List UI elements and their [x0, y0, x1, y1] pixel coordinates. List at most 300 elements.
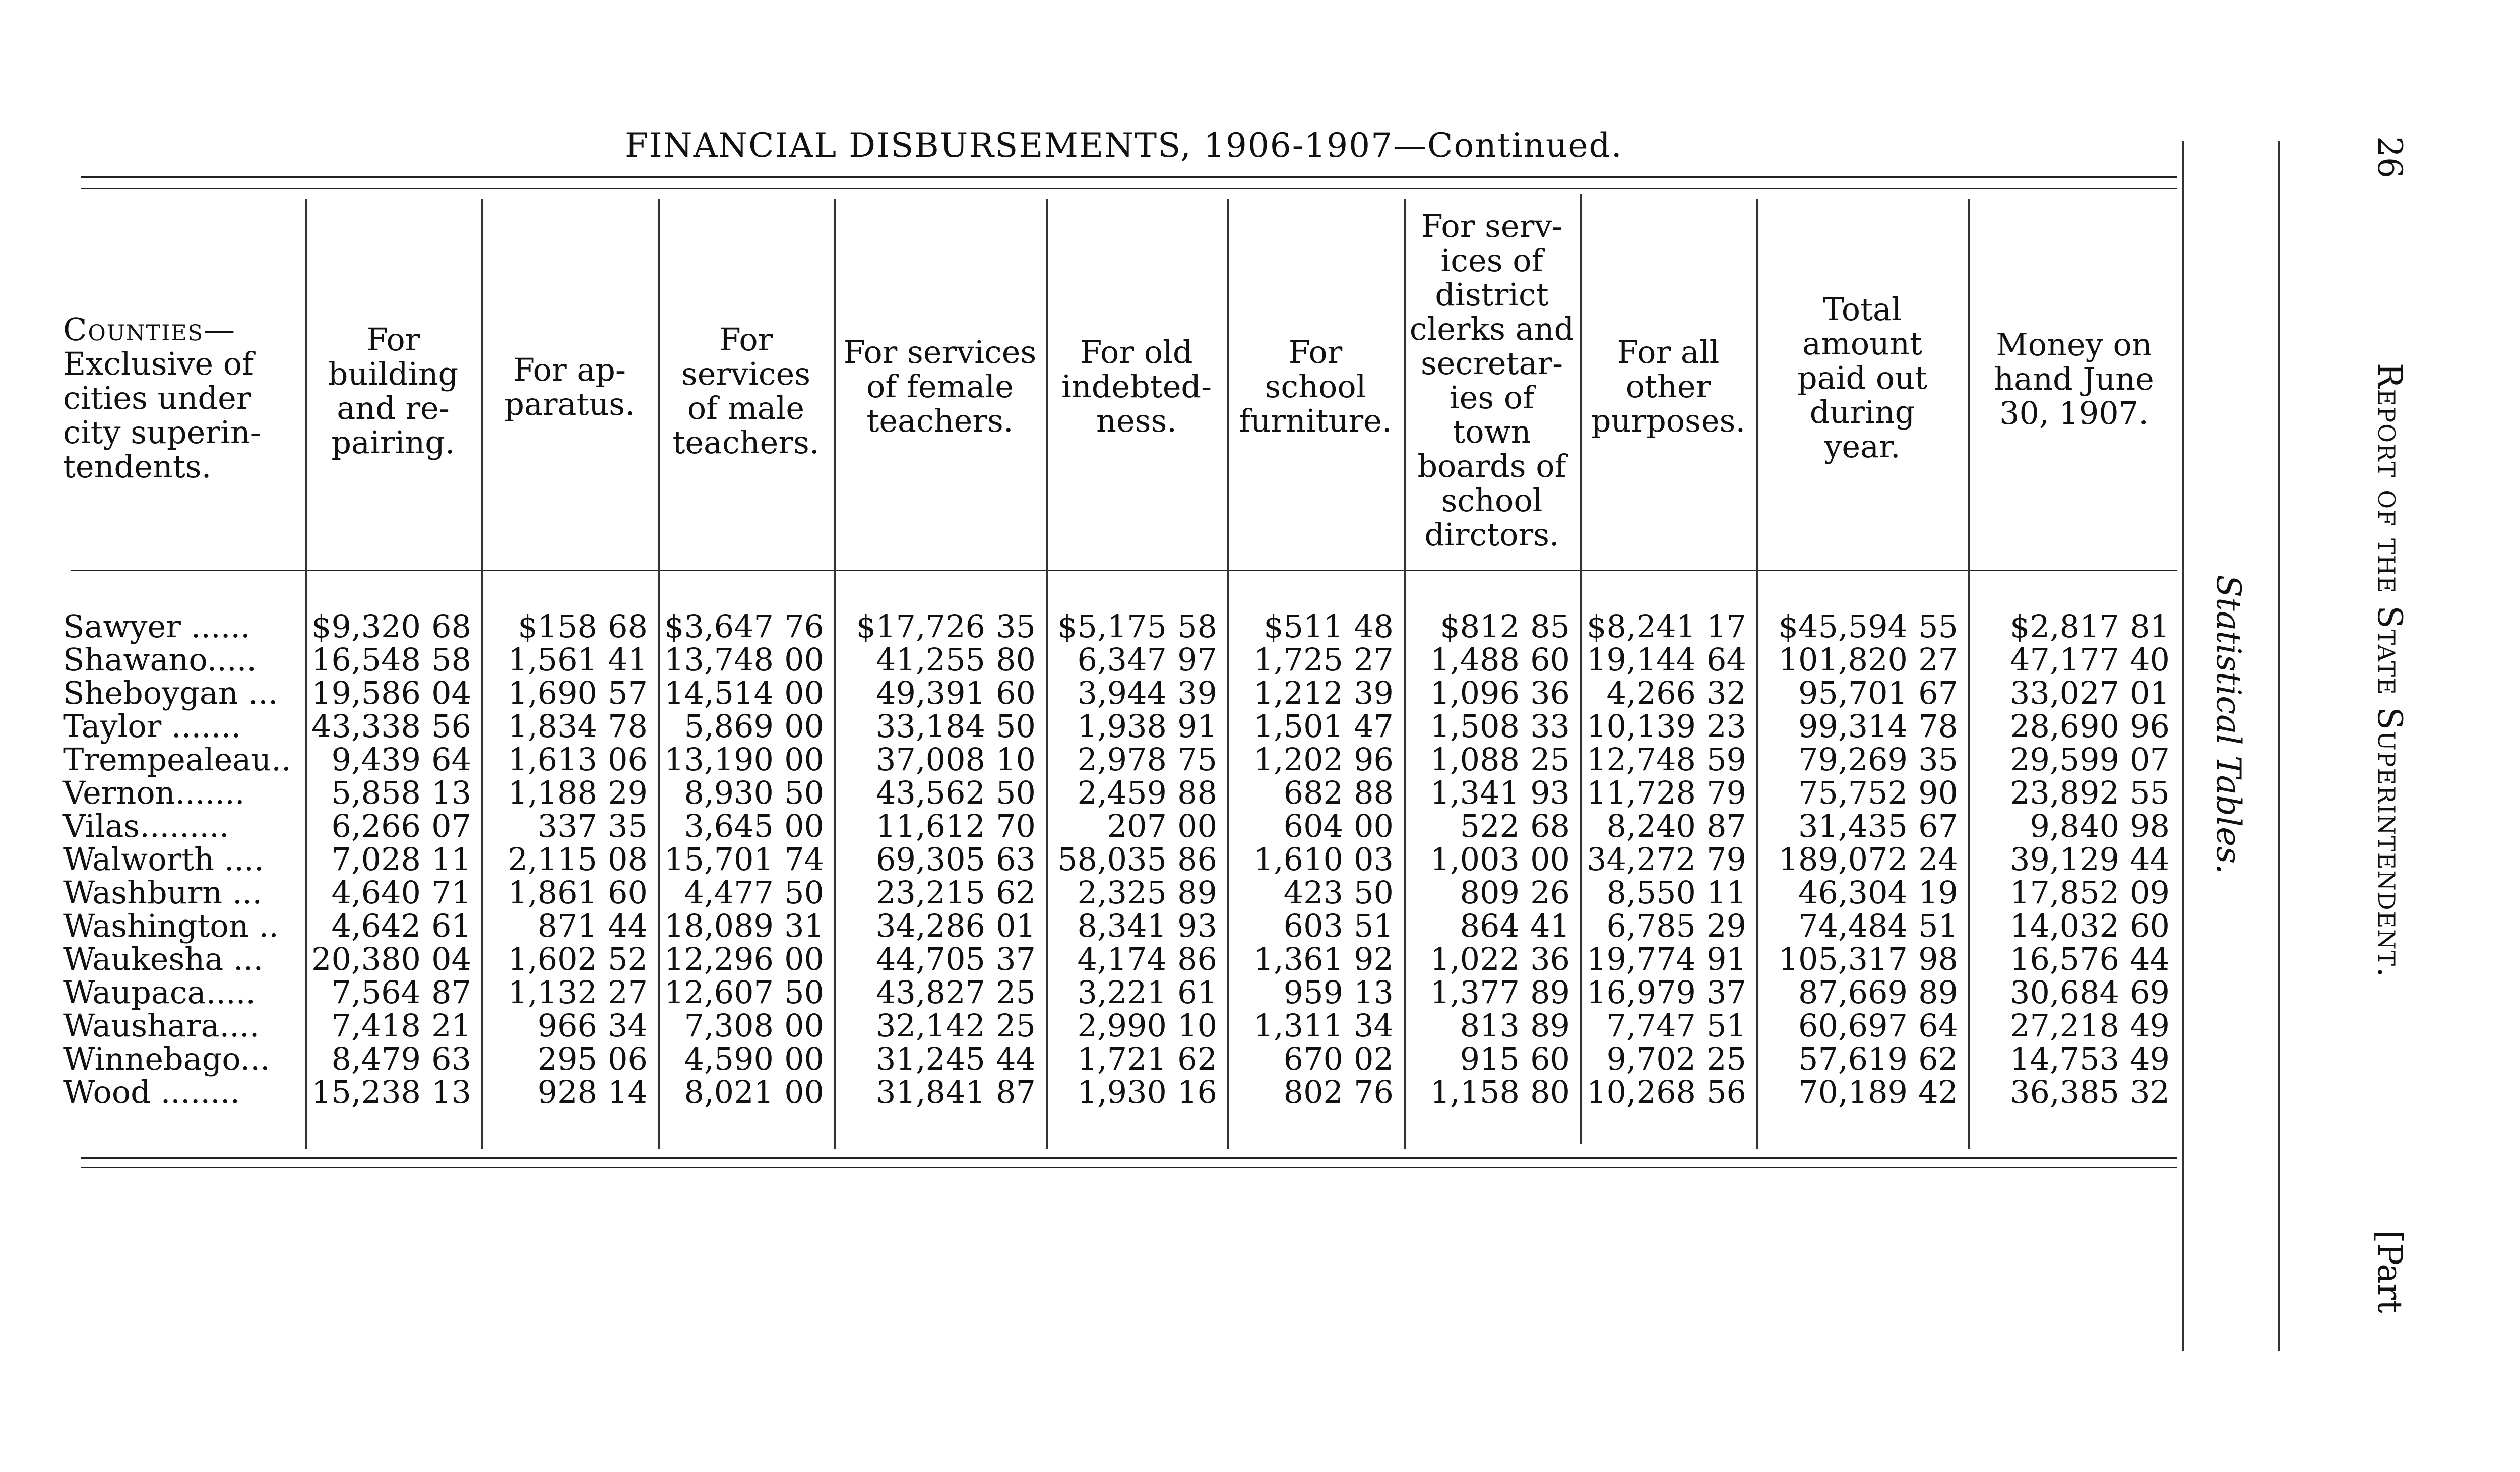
amount-dollars: 19,144	[1587, 641, 1696, 678]
amount-dollars: 813	[1460, 1007, 1520, 1044]
amount-cents: 00	[1530, 841, 1570, 878]
amount-cents: 61	[431, 907, 471, 944]
amount-dollars: 69,305	[876, 841, 985, 878]
amount-dollars: 9,439	[331, 741, 421, 778]
amount-cents: 92	[1354, 941, 1394, 977]
amount-cents: 78	[1918, 708, 1958, 745]
amount-dollars: 4,590	[684, 1040, 774, 1077]
amount-cents: 91	[1707, 941, 1746, 977]
amount-dollars: 1,690	[508, 674, 597, 711]
amount-dollars: 1,158	[1430, 1074, 1520, 1111]
header-building: For building and re- pairing.	[328, 321, 459, 461]
amount-cents: 64	[1918, 1007, 1958, 1044]
county-name: Washington ..	[63, 907, 279, 944]
amount-dollars: 8,930	[684, 774, 774, 811]
amount-dollars: 70,189	[1798, 1074, 1908, 1111]
amount-cents: 35	[1918, 741, 1958, 778]
amount-cents: 35	[608, 808, 648, 844]
side-part: [Part	[2370, 1230, 2409, 1313]
amount-dollars: $2,817	[2010, 608, 2119, 645]
amount-dollars: 31,245	[876, 1040, 985, 1077]
amount-dollars: 41,255	[876, 641, 985, 678]
amount-dollars: 18,089	[664, 907, 774, 944]
amount-cents: 25	[996, 974, 1036, 1011]
amount-dollars: 1,096	[1430, 674, 1520, 711]
amount-cents: 56	[1707, 1074, 1746, 1111]
amount-dollars: 2,978	[1077, 741, 1167, 778]
amount-cents: 25	[1707, 1040, 1746, 1077]
amount-cents: 25	[1530, 741, 1570, 778]
amount-dollars: 15,238	[311, 1074, 421, 1111]
top-rule-thin	[81, 188, 2177, 189]
amount-cents: 37	[1707, 974, 1746, 1011]
amount-cents: 89	[1530, 974, 1570, 1011]
county-name: Vernon.......	[63, 774, 245, 811]
amount-dollars: 9,702	[1606, 1040, 1696, 1077]
amount-dollars: 4,642	[331, 907, 421, 944]
amount-dollars: 1,202	[1253, 741, 1343, 778]
county-name: Sheboygan ...	[63, 674, 278, 711]
amount-cents: 64	[431, 741, 471, 778]
amount-cents: 93	[1177, 907, 1217, 944]
county-name: Trempealeau..	[63, 741, 291, 778]
table-row	[0, 974, 2170, 1011]
amount-dollars: 8,021	[684, 1074, 774, 1111]
amount-cents: 74	[784, 841, 824, 878]
amount-cents: 00	[784, 641, 824, 678]
table-row	[0, 1074, 2170, 1111]
amount-dollars: 1,341	[1430, 774, 1520, 811]
county-name: Winnebago...	[63, 1040, 270, 1077]
amount-cents: 57	[608, 674, 648, 711]
amount-dollars: 19,774	[1587, 941, 1696, 977]
amount-dollars: 31,841	[876, 1074, 985, 1111]
amount-dollars: 1,377	[1430, 974, 1520, 1011]
amount-cents: 51	[1918, 907, 1958, 944]
amount-cents: 63	[431, 1040, 471, 1077]
amount-cents: 64	[1707, 641, 1746, 678]
amount-cents: 33	[1530, 708, 1570, 745]
table-row	[0, 641, 2170, 678]
amount-cents: 62	[996, 874, 1036, 911]
amount-cents: 21	[431, 1007, 471, 1044]
amount-cents: 87	[431, 974, 471, 1011]
amount-dollars: 1,132	[508, 974, 597, 1011]
amount-dollars: 8,341	[1077, 907, 1167, 944]
amount-cents: 56	[431, 708, 471, 745]
amount-dollars: 6,347	[1077, 641, 1167, 678]
amount-dollars: 12,607	[664, 974, 774, 1011]
amount-dollars: 32,142	[876, 1007, 985, 1044]
amount-dollars: 34,286	[876, 907, 985, 944]
amount-cents: 71	[431, 874, 471, 911]
amount-dollars: 7,418	[331, 1007, 421, 1044]
amount-cents: 04	[431, 941, 471, 977]
amount-cents: 87	[1707, 808, 1746, 844]
amount-cents: 23	[1707, 708, 1746, 745]
amount-dollars: 28,690	[2010, 708, 2119, 745]
amount-cents: 02	[1354, 1040, 1394, 1077]
county-name: Washburn ...	[63, 874, 263, 911]
amount-cents: 88	[1177, 774, 1217, 811]
amount-cents: 00	[1354, 808, 1394, 844]
amount-cents: 34	[1354, 1007, 1394, 1044]
amount-cents: 88	[1354, 774, 1394, 811]
amount-dollars: 75,752	[1798, 774, 1908, 811]
amount-dollars: 7,308	[684, 1007, 774, 1044]
amount-cents: 00	[784, 741, 824, 778]
county-name: Wood ........	[63, 1074, 240, 1111]
amount-cents: 98	[1918, 941, 1958, 977]
amount-dollars: 43,827	[876, 974, 985, 1011]
amount-cents: 00	[784, 1040, 824, 1077]
amount-dollars: $9,320	[311, 608, 421, 645]
amount-cents: 85	[1530, 608, 1570, 645]
amount-cents: 86	[1177, 941, 1217, 977]
amount-cents: 50	[996, 774, 1036, 811]
amount-dollars: 1,861	[508, 874, 597, 911]
amount-cents: 01	[996, 907, 1036, 944]
amount-dollars: 79,269	[1798, 741, 1908, 778]
amount-cents: 32	[1707, 674, 1746, 711]
amount-dollars: 928	[537, 1074, 597, 1111]
amount-cents: 50	[784, 774, 824, 811]
header-clerks: For serv- ices of district clerks and secretar- ies of town boards of school dirctors.	[1409, 208, 1574, 553]
amount-cents: 67	[1918, 808, 1958, 844]
amount-cents: 35	[996, 608, 1036, 645]
amount-cents: 41	[1530, 907, 1570, 944]
header-old-indebtedness: For old indebted- ness.	[1061, 334, 1212, 439]
amount-dollars: 1,725	[1253, 641, 1343, 678]
amount-dollars: 29,599	[2010, 741, 2119, 778]
side-running-head: Report of the State Superintendent.	[2370, 363, 2409, 979]
amount-dollars: 8,550	[1606, 874, 1696, 911]
amount-cents: 29	[1707, 907, 1746, 944]
amount-cents: 76	[784, 608, 824, 645]
amount-cents: 34	[608, 1007, 648, 1044]
amount-dollars: 189,072	[1778, 841, 1908, 878]
table-row	[0, 907, 2170, 944]
amount-dollars: 16,548	[311, 641, 421, 678]
amount-dollars: 20,380	[311, 941, 421, 977]
amount-cents: 59	[1707, 741, 1746, 778]
amount-dollars: 959	[1283, 974, 1343, 1011]
amount-cents: 27	[1354, 641, 1394, 678]
header-male-teachers: For services of male teachers.	[672, 321, 820, 461]
county-name: Waushara....	[63, 1007, 260, 1044]
amount-cents: 09	[2130, 874, 2170, 911]
amount-cents: 48	[1354, 608, 1394, 645]
amount-dollars: 47,177	[2010, 641, 2119, 678]
amount-dollars: 3,944	[1077, 674, 1167, 711]
amount-dollars: 13,748	[664, 641, 774, 678]
amount-cents: 27	[1918, 641, 1958, 678]
amount-cents: 31	[784, 907, 824, 944]
amount-dollars: 99,314	[1798, 708, 1908, 745]
amount-dollars: $158	[518, 608, 597, 645]
amount-cents: 63	[996, 841, 1036, 878]
amount-dollars: 57,619	[1798, 1040, 1908, 1077]
amount-dollars: 14,032	[2010, 907, 2119, 944]
amount-cents: 39	[1354, 674, 1394, 711]
amount-cents: 98	[2130, 808, 2170, 844]
amount-dollars: 2,990	[1077, 1007, 1167, 1044]
page-margin-line	[2278, 141, 2280, 1351]
table-row	[0, 808, 2170, 844]
table-row	[0, 674, 2170, 711]
amount-cents: 01	[2130, 674, 2170, 711]
amount-cents: 60	[1530, 641, 1570, 678]
amount-dollars: 1,930	[1077, 1074, 1167, 1111]
amount-cents: 13	[431, 1074, 471, 1111]
side-page-number: 26	[2370, 136, 2409, 178]
amount-cents: 37	[996, 941, 1036, 977]
amount-cents: 44	[2130, 941, 2170, 977]
amount-cents: 50	[996, 708, 1036, 745]
amount-dollars: 7,564	[331, 974, 421, 1011]
amount-cents: 62	[1918, 1040, 1958, 1077]
side-section: Statistical Tables.	[2209, 575, 2248, 875]
amount-cents: 93	[1530, 774, 1570, 811]
amount-dollars: 423	[1283, 874, 1343, 911]
amount-cents: 44	[2130, 841, 2170, 878]
amount-dollars: $17,726	[856, 608, 985, 645]
amount-dollars: $8,241	[1587, 608, 1696, 645]
amount-dollars: 1,508	[1430, 708, 1520, 745]
amount-cents: 40	[2130, 641, 2170, 678]
amount-cents: 00	[784, 941, 824, 977]
bottom-rule-thin	[81, 1167, 2177, 1168]
amount-cents: 75	[1177, 741, 1217, 778]
amount-dollars: 2,115	[508, 841, 597, 878]
amount-cents: 49	[2130, 1007, 2170, 1044]
amount-dollars: 33,027	[2010, 674, 2119, 711]
amount-cents: 89	[1918, 974, 1958, 1011]
county-name: Waukesha ...	[63, 941, 264, 977]
amount-cents: 04	[431, 674, 471, 711]
amount-cents: 50	[784, 974, 824, 1011]
amount-cents: 51	[1354, 907, 1394, 944]
table-row	[0, 841, 2170, 878]
amount-dollars: 207	[1107, 808, 1167, 844]
header-other-purposes: For all other purposes.	[1591, 334, 1746, 439]
amount-dollars: 58,035	[1057, 841, 1167, 878]
amount-cents: 69	[2130, 974, 2170, 1011]
amount-cents: 89	[1530, 1007, 1570, 1044]
amount-dollars: 14,753	[2010, 1040, 2119, 1077]
table-row	[0, 941, 2170, 977]
amount-dollars: 915	[1460, 1040, 1520, 1077]
amount-dollars: 10,139	[1587, 708, 1696, 745]
amount-cents: 07	[431, 808, 471, 844]
amount-cents: 47	[1354, 708, 1394, 745]
amount-cents: 19	[1918, 874, 1958, 911]
amount-dollars: 31,435	[1798, 808, 1908, 844]
amount-cents: 29	[608, 774, 648, 811]
amount-cents: 89	[1177, 874, 1217, 911]
amount-dollars: 1,488	[1430, 641, 1520, 678]
amount-cents: 27	[608, 974, 648, 1011]
amount-dollars: 1,602	[508, 941, 597, 977]
amount-cents: 11	[431, 841, 471, 878]
amount-dollars: 7,747	[1606, 1007, 1696, 1044]
amount-dollars: 37,008	[876, 741, 985, 778]
amount-dollars: 101,820	[1778, 641, 1908, 678]
amount-dollars: 8,240	[1606, 808, 1696, 844]
amount-cents: 13	[431, 774, 471, 811]
amount-cents: 60	[2130, 907, 2170, 944]
amount-dollars: 6,266	[331, 808, 421, 844]
amount-dollars: 966	[537, 1007, 597, 1044]
amount-cents: 87	[996, 1074, 1036, 1111]
amount-dollars: 33,184	[876, 708, 985, 745]
amount-cents: 60	[608, 874, 648, 911]
amount-cents: 39	[1177, 674, 1217, 711]
amount-dollars: $812	[1440, 608, 1520, 645]
amount-dollars: 1,311	[1253, 1007, 1343, 1044]
amount-dollars: 8,479	[331, 1040, 421, 1077]
amount-dollars: 14,514	[664, 674, 774, 711]
county-name: Waupaca.....	[63, 974, 256, 1011]
page-title: FINANCIAL DISBURSEMENTS, 1906-1907—Continued.	[625, 126, 1623, 165]
amount-cents: 03	[1354, 841, 1394, 878]
amount-cents: 62	[1177, 1040, 1217, 1077]
amount-dollars: 60,697	[1798, 1007, 1908, 1044]
amount-cents: 14	[608, 1074, 648, 1111]
amount-dollars: 1,022	[1430, 941, 1520, 977]
amount-cents: 44	[996, 1040, 1036, 1077]
amount-dollars: $45,594	[1778, 608, 1908, 645]
amount-cents: 06	[608, 1040, 648, 1077]
amount-dollars: 1,938	[1077, 708, 1167, 745]
amount-dollars: 6,785	[1606, 907, 1696, 944]
amount-cents: 90	[1918, 774, 1958, 811]
county-name: Vilas.........	[63, 808, 229, 844]
amount-cents: 07	[2130, 741, 2170, 778]
amount-dollars: $5,175	[1057, 608, 1167, 645]
amount-cents: 80	[996, 641, 1036, 678]
amount-dollars: 17,852	[2010, 874, 2119, 911]
amount-dollars: 74,484	[1798, 907, 1908, 944]
amount-dollars: 1,613	[508, 741, 597, 778]
amount-cents: 17	[1707, 608, 1746, 645]
amount-dollars: 5,869	[684, 708, 774, 745]
amount-dollars: 2,325	[1077, 874, 1167, 911]
table-row	[0, 874, 2170, 911]
bottom-rule	[81, 1157, 2177, 1159]
amount-dollars: 36,385	[2010, 1074, 2119, 1111]
amount-dollars: 23,215	[876, 874, 985, 911]
amount-dollars: 16,576	[2010, 941, 2119, 977]
amount-dollars: 809	[1460, 874, 1520, 911]
amount-cents: 36	[1530, 941, 1570, 977]
amount-cents: 51	[1707, 1007, 1746, 1044]
amount-cents: 00	[1177, 808, 1217, 844]
amount-dollars: 802	[1283, 1074, 1343, 1111]
amount-cents: 26	[1530, 874, 1570, 911]
table-row	[0, 708, 2170, 745]
amount-dollars: 11,612	[876, 808, 985, 844]
amount-cents: 41	[608, 641, 648, 678]
amount-cents: 81	[2130, 608, 2170, 645]
amount-cents: 00	[784, 1007, 824, 1044]
table-row	[0, 774, 2170, 811]
amount-dollars: 2,459	[1077, 774, 1167, 811]
amount-dollars: 1,501	[1253, 708, 1343, 745]
amount-cents: 08	[608, 841, 648, 878]
amount-dollars: 87,669	[1798, 974, 1908, 1011]
amount-cents: 00	[784, 708, 824, 745]
amount-cents: 00	[784, 808, 824, 844]
amount-cents: 97	[1177, 641, 1217, 678]
header-school-furniture: For school furniture.	[1239, 334, 1392, 439]
amount-cents: 79	[1707, 774, 1746, 811]
amount-dollars: 4,640	[331, 874, 421, 911]
amount-dollars: 19,586	[311, 674, 421, 711]
amount-dollars: 522	[1460, 808, 1520, 844]
amount-dollars: 43,338	[311, 708, 421, 745]
amount-cents: 96	[1354, 741, 1394, 778]
amount-cents: 68	[431, 608, 471, 645]
amount-dollars: 1,834	[508, 708, 597, 745]
amount-cents: 52	[608, 941, 648, 977]
amount-cents: 36	[1530, 674, 1570, 711]
amount-dollars: 16,979	[1587, 974, 1696, 1011]
amount-dollars: 5,858	[331, 774, 421, 811]
table-row	[0, 1007, 2170, 1044]
amount-cents: 00	[784, 1074, 824, 1111]
amount-cents: 61	[1177, 974, 1217, 1011]
table-right-border	[2182, 141, 2184, 1351]
amount-dollars: 3,221	[1077, 974, 1167, 1011]
amount-dollars: 4,266	[1606, 674, 1696, 711]
header-apparatus: For ap- paratus.	[504, 351, 635, 422]
header-rule	[71, 570, 2177, 571]
amount-dollars: 670	[1283, 1040, 1343, 1077]
table-row	[0, 1040, 2170, 1077]
amount-cents: 91	[1177, 708, 1217, 745]
amount-cents: 86	[1177, 841, 1217, 878]
table-row	[0, 741, 2170, 778]
header-total: Total amount paid out during year.	[1797, 291, 1928, 465]
amount-dollars: 12,748	[1587, 741, 1696, 778]
amount-dollars: 1,561	[508, 641, 597, 678]
amount-dollars: 49,391	[876, 674, 985, 711]
amount-cents: 60	[1530, 1040, 1570, 1077]
amount-dollars: 95,701	[1798, 674, 1908, 711]
amount-dollars: 295	[537, 1040, 597, 1077]
amount-cents: 25	[996, 1007, 1036, 1044]
amount-dollars: 27,218	[2010, 1007, 2119, 1044]
amount-dollars: 864	[1460, 907, 1520, 944]
amount-dollars: 43,562	[876, 774, 985, 811]
header-counties: Counties— Exclusive of cities under city superin- tendents.	[63, 311, 261, 485]
amount-cents: 96	[2130, 708, 2170, 745]
amount-dollars: 11,728	[1587, 774, 1696, 811]
amount-dollars: 682	[1283, 774, 1343, 811]
amount-dollars: 1,361	[1253, 941, 1343, 977]
amount-cents: 50	[1354, 874, 1394, 911]
amount-cents: 55	[1918, 608, 1958, 645]
county-name: Taylor .......	[63, 708, 241, 745]
amount-dollars: 30,684	[2010, 974, 2119, 1011]
amount-dollars: 1,610	[1253, 841, 1343, 878]
amount-dollars: 1,088	[1430, 741, 1520, 778]
table-row	[0, 608, 2170, 645]
amount-dollars: 15,701	[664, 841, 774, 878]
amount-dollars: $3,647	[664, 608, 774, 645]
amount-dollars: 1,721	[1077, 1040, 1167, 1077]
